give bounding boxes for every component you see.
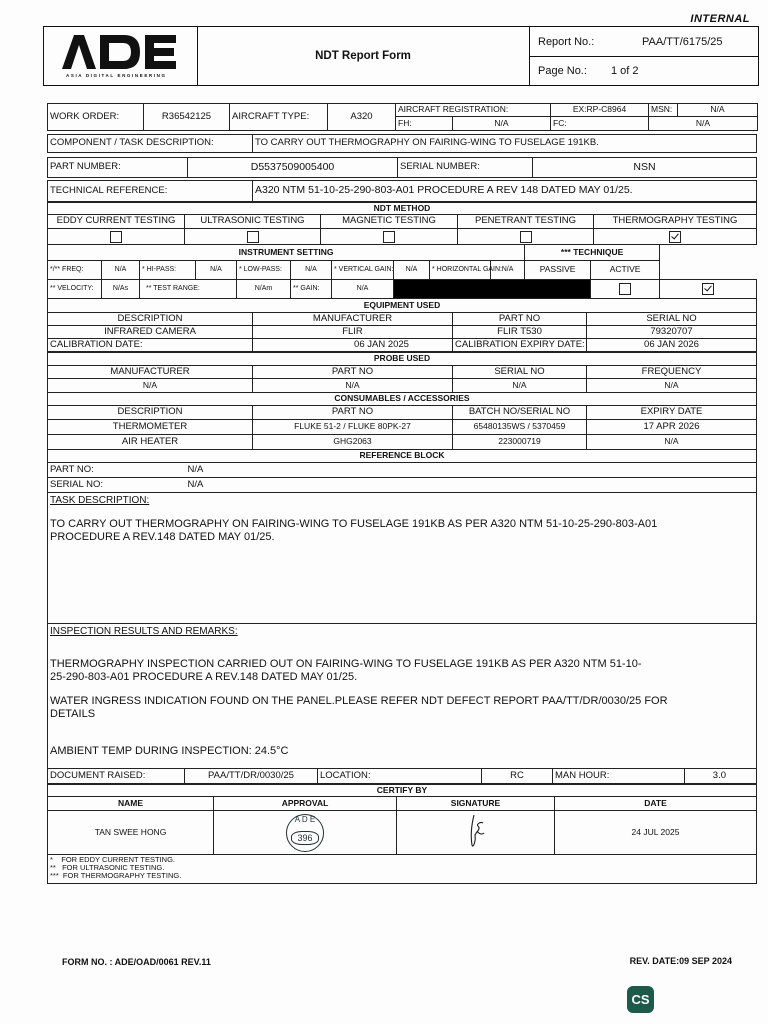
calibration-expiry-label: CALIBRATION EXPIRY DATE: xyxy=(453,339,587,352)
probe-manufacturer: N/A xyxy=(48,379,253,393)
classification-label: INTERNAL xyxy=(690,13,750,25)
probe-frequency: N/A xyxy=(587,379,757,393)
certify-table xyxy=(47,784,757,855)
probe-table xyxy=(47,352,757,393)
report-number-row xyxy=(529,27,758,57)
magnetic-checkbox[interactable] xyxy=(383,231,395,243)
page-no-value: 1 of 2 xyxy=(611,65,639,77)
consumable-description: AIR HEATER xyxy=(48,435,253,450)
passive-label: PASSIVE xyxy=(525,261,591,280)
ambient-temp: AMBIENT TEMP DURING INSPECTION: 24.5°C xyxy=(50,745,289,757)
document-raised-label: DOCUMENT RAISED: xyxy=(48,769,185,784)
vertical-gain-value: N/A xyxy=(394,261,430,280)
horizontal-gain-label: * HORIZONTAL GAIN: xyxy=(430,261,491,280)
probe-part-no: N/A xyxy=(253,379,453,393)
msn-label: MSN: xyxy=(649,104,678,117)
form-title: NDT Report Form xyxy=(197,27,530,85)
location-label: LOCATION: xyxy=(318,769,482,784)
stamp-number: 396 xyxy=(291,831,319,845)
gain-label: ** GAIN: xyxy=(291,280,332,299)
logo-subtext: ASIA DIGITAL ENGINEERING xyxy=(66,73,167,78)
consumable-batch: 65480135WS / 5370459 xyxy=(453,420,587,435)
ultrasonic-checkbox[interactable] xyxy=(247,231,259,243)
page-no-label: Page No.: xyxy=(538,65,587,77)
task-description-section xyxy=(47,492,757,623)
active-checkbox[interactable] xyxy=(702,283,714,295)
aircraft-type-value: A320 xyxy=(328,104,396,131)
registration-label: AIRCRAFT REGISTRATION: xyxy=(396,104,551,117)
calibration-date-value: 06 JAN 2025 xyxy=(253,339,453,352)
work-order-value: R36542125 xyxy=(144,104,230,131)
page-number-row xyxy=(529,56,758,85)
equipment-header-part-no: PART NO xyxy=(453,313,587,326)
reference-block-table xyxy=(47,449,757,493)
equipment-title: EQUIPMENT USED xyxy=(48,299,757,313)
work-order-table xyxy=(47,103,758,131)
probe-header-part-no: PART NO xyxy=(253,366,453,379)
certify-header-approval: APPROVAL xyxy=(214,797,397,811)
ref-serial-no-label: SERIAL NO: xyxy=(48,478,186,493)
ref-part-no-value: N/A xyxy=(186,463,757,478)
signature-cell xyxy=(397,811,555,855)
fc-label: FC: xyxy=(551,117,649,131)
ndt-method-table xyxy=(47,202,757,245)
velocity-label: ** VELOCITY: xyxy=(48,280,102,299)
inspection-results-section xyxy=(47,623,757,768)
document-raised-row xyxy=(47,768,757,784)
notes-box xyxy=(47,854,757,884)
aircraft-type-label: AIRCRAFT TYPE: xyxy=(230,104,328,131)
consumables-header-expiry: EXPIRY DATE xyxy=(587,406,757,420)
eddy-checkbox[interactable] xyxy=(110,231,122,243)
lowpass-value: N/A xyxy=(291,261,332,280)
probe-header-serial-no: SERIAL NO xyxy=(453,366,587,379)
method-eddy-label: EDDY CURRENT TESTING xyxy=(48,215,185,229)
equipment-serial-no: 79320707 xyxy=(587,326,757,339)
velocity-value: N/As xyxy=(102,280,140,299)
equipment-header-description: DESCRIPTION xyxy=(48,313,253,326)
reference-block-title: REFERENCE BLOCK xyxy=(48,450,757,463)
equipment-header-manufacturer: MANUFACTURER xyxy=(253,313,453,326)
form-number: FORM NO. : ADE/OAD/0061 REV.11 xyxy=(62,957,211,967)
certify-header-date: DATE xyxy=(555,797,757,811)
consumable-part-no: GHG2063 xyxy=(253,435,453,450)
equipment-header-serial-no: SERIAL NO xyxy=(587,313,757,326)
inspection-results-para2: WATER INGRESS INDICATION FOUND ON THE PANEL.PLEASE REFER NDT DEFECT REPORT PAA/TT/DR/0030/25 FOR DETAILS xyxy=(50,695,668,720)
camscanner-badge-icon[interactable]: CS xyxy=(627,986,654,1013)
probe-header-manufacturer: MANUFACTURER xyxy=(48,366,253,379)
calibration-date-label: CALIBRATION DATE: xyxy=(48,339,253,352)
consumables-title: CONSUMABLES / ACCESSORIES xyxy=(48,393,757,406)
fc-value: N/A xyxy=(649,117,758,131)
fh-value: N/A xyxy=(453,117,551,131)
approval-cell xyxy=(214,811,397,855)
approval-stamp-icon xyxy=(286,814,324,852)
report-no-value: PAA/TT/6175/25 xyxy=(642,36,723,48)
ref-serial-no-value: N/A xyxy=(186,478,757,493)
method-ultrasonic-label: ULTRASONIC TESTING xyxy=(185,215,321,229)
tech-ref-value: A320 NTM 51-10-25-290-803-A01 PROCEDURE A REV 148 DATED MAY 01/25. xyxy=(253,181,757,202)
report-no-label: Report No.: xyxy=(538,36,595,48)
ndt-method-title: NDT METHOD xyxy=(48,203,757,215)
man-hour-value: 3.0 xyxy=(685,769,757,784)
probe-title: PROBE USED xyxy=(48,353,757,366)
consumable-expiry: N/A xyxy=(587,435,757,450)
hipass-value: N/A xyxy=(196,261,237,280)
hipass-label: * HI-PASS: xyxy=(140,261,196,280)
method-thermography-label: THERMOGRAPHY TESTING xyxy=(594,215,757,229)
consumables-header-part-no: PART NO xyxy=(253,406,453,420)
inspection-results-heading: INSPECTION RESULTS AND REMARKS: xyxy=(50,626,238,637)
task-description-text: TO CARRY OUT THERMOGRAPHY ON FAIRING-WING TO FUSELAGE 191KB AS PER A320 NTM 51-10-25-290-803-A01 PROCEDURE A REV.148 DATED MAY 01/25. xyxy=(50,518,658,543)
equipment-manufacturer: FLIR xyxy=(253,326,453,339)
part-number-value: D5537509005400 xyxy=(188,158,398,178)
tech-ref-row xyxy=(47,180,757,202)
consumable-expiry: 17 APR 2026 xyxy=(587,420,757,435)
test-range-value: N/Am xyxy=(237,280,291,299)
gain-value: N/A xyxy=(332,280,394,299)
table-row xyxy=(48,435,757,450)
tech-ref-label: TECHNICAL REFERENCE: xyxy=(48,181,253,202)
location-value: RC xyxy=(482,769,553,784)
consumables-table xyxy=(47,392,757,450)
ref-part-no-label: PART NO: xyxy=(48,463,186,478)
instrument-setting-table xyxy=(47,244,757,299)
consumables-header-description: DESCRIPTION xyxy=(48,406,253,420)
test-range-label: ** TEST RANGE: xyxy=(140,280,237,299)
certify-header-signature: SIGNATURE xyxy=(397,797,555,811)
probe-header-frequency: FREQUENCY xyxy=(587,366,757,379)
certify-title: CERTIFY BY xyxy=(48,785,757,797)
passive-checkbox[interactable] xyxy=(619,283,631,295)
redacted-block xyxy=(394,280,591,299)
inspection-results-para1: THERMOGRAPHY INSPECTION CARRIED OUT ON FAIRING-WING TO FUSELAGE 191KB AS PER A320 NTM 51-10-25-290-803-A01 PROCEDURE A REV.148 DATED MAY 01/25. xyxy=(50,658,642,683)
document-raised-value: PAA/TT/DR/0030/25 xyxy=(185,769,318,784)
consumable-description: THERMOMETER xyxy=(48,420,253,435)
technique-title: *** TECHNIQUE xyxy=(525,245,660,261)
equipment-description: INFRARED CAMERA xyxy=(48,326,253,339)
consumable-batch: 223000719 xyxy=(453,435,587,450)
lowpass-label: * LOW-PASS: xyxy=(237,261,291,280)
signature-icon xyxy=(456,811,496,851)
component-row xyxy=(47,134,757,153)
penetrant-checkbox[interactable] xyxy=(520,231,532,243)
note-ultrasonic: ** FOR ULTRASONIC TESTING. xyxy=(50,863,165,872)
fh-label: FH: xyxy=(396,117,453,131)
work-order-label: WORK ORDER: xyxy=(48,104,144,131)
thermography-checkbox[interactable] xyxy=(669,231,681,243)
certify-date: 24 JUL 2025 xyxy=(555,811,757,855)
component-value: TO CARRY OUT THERMOGRAPHY ON FAIRING-WING TO FUSELAGE 191KB. xyxy=(253,135,757,153)
component-label: COMPONENT / TASK DESCRIPTION: xyxy=(48,135,253,153)
vertical-gain-label: * VERTICAL GAIN: xyxy=(332,261,394,280)
method-penetrant-label: PENETRANT TESTING xyxy=(458,215,594,229)
certifier-name: TAN SWEE HONG xyxy=(48,811,214,855)
company-logo xyxy=(44,27,198,85)
revision-date: REV. DATE:09 SEP 2024 xyxy=(629,956,732,966)
method-magnetic-label: MAGNETIC TESTING xyxy=(321,215,458,229)
freq-label: */** FREQ: xyxy=(48,261,102,280)
part-number-label: PART NUMBER: xyxy=(48,158,188,178)
task-description-heading: TASK DESCRIPTION: xyxy=(50,495,150,506)
consumables-header-batch: BATCH NO/SERIAL NO xyxy=(453,406,587,420)
consumable-part-no: FLUKE 51-2 / FLUKE 80PK-27 xyxy=(253,420,453,435)
equipment-table xyxy=(47,298,757,352)
freq-value: N/A xyxy=(102,261,140,280)
msn-value: N/A xyxy=(678,104,758,117)
registration-value: EX:RP-C8964 xyxy=(551,104,649,117)
part-number-row xyxy=(47,157,757,178)
man-hour-label: MAN HOUR: xyxy=(553,769,685,784)
serial-number-label: SERIAL NUMBER: xyxy=(398,158,533,178)
table-row xyxy=(48,420,757,435)
report-header xyxy=(43,26,759,86)
certify-header-name: NAME xyxy=(48,797,214,811)
serial-number-value: NSN xyxy=(533,158,757,178)
stamp-letters: A D E xyxy=(294,814,316,824)
active-label: ACTIVE xyxy=(591,261,660,280)
note-thermography: *** FOR THERMOGRAPHY TESTING. xyxy=(50,871,182,880)
equipment-part-no: FLIR T530 xyxy=(453,326,587,339)
note-eddy: * FOR EDDY CURRENT TESTING. xyxy=(50,855,176,864)
horizontal-gain-value: N/A xyxy=(491,261,525,280)
calibration-expiry-value: 06 JAN 2026 xyxy=(587,339,757,352)
instrument-setting-title: INSTRUMENT SETTING xyxy=(48,245,525,261)
probe-serial-no: N/A xyxy=(453,379,587,393)
